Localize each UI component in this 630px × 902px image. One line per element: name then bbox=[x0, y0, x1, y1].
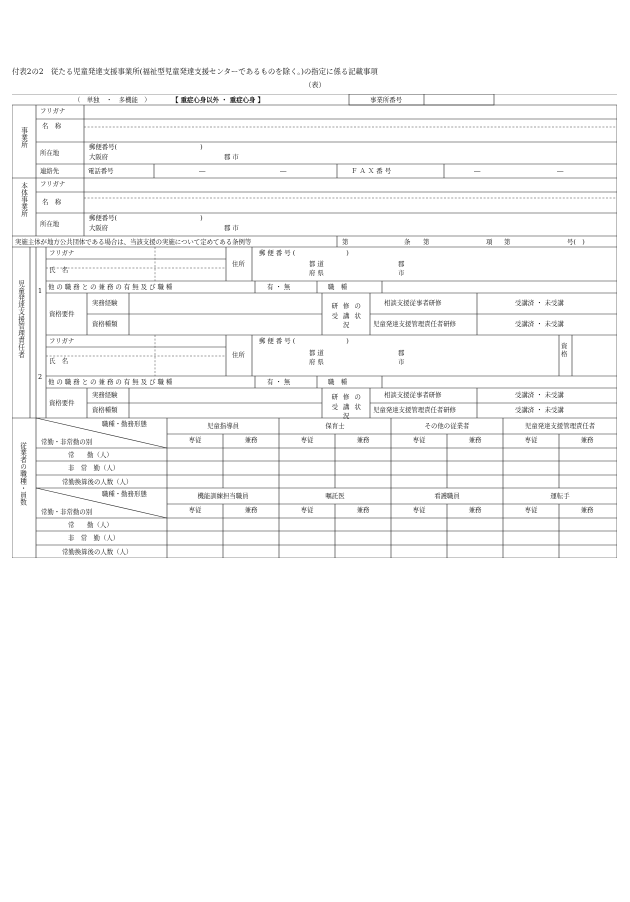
diag-employment-label: 常勤・非常勤の別 bbox=[41, 508, 93, 516]
ordinance-label: 実施主体が地方公共団体である場合は、当該支援の実施について定めてある条例等 bbox=[15, 237, 252, 246]
manager-job-type-label: 職 種 bbox=[328, 283, 348, 291]
col-header: 看護職員 bbox=[434, 492, 460, 500]
main-office-name-field[interactable] bbox=[84, 192, 617, 213]
office-number-field[interactable] bbox=[424, 94, 494, 105]
sub-header-full: 専従 bbox=[412, 436, 426, 444]
office-fax-label: Ｆ Ａ Ｘ 番 号 bbox=[351, 167, 392, 175]
office-address-label: 所在地 bbox=[40, 149, 60, 157]
row-label-full: 常 勤（人） bbox=[68, 450, 113, 459]
manager-other-jobs-label: 他 の 職 務 と の 兼 務 の 有 無 及 び 職 種 bbox=[48, 283, 173, 291]
ordinance-jo: 条 bbox=[404, 237, 411, 246]
office-name-field[interactable] bbox=[84, 119, 617, 142]
sub-header-part: 兼務 bbox=[244, 436, 258, 444]
office-postal[interactable]: 郵便番号( ) bbox=[89, 143, 203, 151]
row-label-full: 常 勤（人） bbox=[68, 520, 113, 529]
manager-gun: 郡 bbox=[398, 349, 405, 357]
manager-yes-no[interactable]: 有 ・ 無 bbox=[267, 283, 291, 291]
manager-furigana-label: フリガナ bbox=[49, 249, 75, 257]
diag-job-label: 職種・勤務形態 bbox=[102, 420, 147, 428]
row-label-part: 非 常 勤（人） bbox=[68, 464, 120, 472]
office-furigana-label: フリガナ bbox=[40, 107, 66, 115]
row-label-conv: 常勤換算後の人数（人） bbox=[62, 477, 133, 486]
main-office-furigana-label: フリガナ bbox=[40, 180, 66, 188]
form-title: 付表2の2 従たる児童発達支援事業所(福祉型児童発達支援センターであるものを除く。)の指定に係る記載事項 bbox=[12, 67, 378, 76]
target-options[interactable]: 【 重症心身以外 ・ 重症心身 】 bbox=[172, 95, 264, 104]
office-contact-label: 連絡先 bbox=[40, 167, 60, 175]
manager-furigana-label: フリガナ bbox=[49, 337, 75, 345]
office-name-label: 名 称 bbox=[42, 122, 62, 130]
service-type-options[interactable]: （ 単独 ・ 多機能 ） bbox=[74, 95, 151, 104]
manager-number: 1 bbox=[38, 287, 43, 295]
manager-training2-status[interactable]: 受講済 ・ 未受講 bbox=[515, 320, 564, 328]
manager-qualification-label: 資格要件 bbox=[49, 310, 75, 318]
col-header: その他の従業者 bbox=[424, 422, 470, 430]
ordinance-ko: 項 bbox=[486, 237, 493, 246]
manager-address-label: 住所 bbox=[232, 351, 245, 359]
col-header: 保育士 bbox=[325, 422, 345, 430]
ordinance-dai3: 第 bbox=[504, 237, 511, 246]
manager-number: 2 bbox=[38, 373, 43, 381]
manager-training1: 相談支援従事者研修 bbox=[384, 299, 442, 307]
sub-header-full: 専従 bbox=[412, 506, 426, 514]
office-prefecture: 大阪府 bbox=[89, 153, 109, 161]
sub-header-part: 兼務 bbox=[468, 506, 482, 514]
ordinance-dai2: 第 bbox=[423, 237, 430, 246]
manager-shi: 市 bbox=[398, 269, 405, 277]
manager-postal[interactable]: 郵 便 番 号 ( ) bbox=[259, 249, 349, 257]
sub-header-part: 兼務 bbox=[356, 506, 370, 514]
manager-fuken: 府 県 bbox=[309, 269, 324, 277]
manager-experience-label: 実務経験 bbox=[92, 391, 118, 399]
manager-name-field[interactable] bbox=[87, 347, 226, 376]
manager-training1-status[interactable]: 受講済 ・ 未受講 bbox=[515, 299, 564, 307]
manager-postal[interactable]: 郵 便 番 号 ( ) bbox=[259, 337, 349, 345]
form-subtitle: （表） bbox=[304, 81, 326, 89]
office-fax-dash: ― bbox=[474, 166, 481, 175]
sub-header-full: 専従 bbox=[300, 506, 314, 514]
manager-training2: 児童発達支援管理責任者研修 bbox=[373, 406, 457, 414]
manager-training2-status[interactable]: 受講済 ・ 未受講 bbox=[515, 406, 564, 414]
sub-header-full: 専従 bbox=[188, 436, 202, 444]
col-header: 機能訓練担当職員 bbox=[197, 492, 249, 500]
manager-gun: 郡 bbox=[398, 260, 405, 268]
manager-shikaku-label: 資格 bbox=[561, 342, 568, 358]
manager-section-label: 児童発達支援管理責任者 bbox=[16, 280, 25, 359]
main-office-name-label: 名 称 bbox=[42, 198, 62, 206]
manager-other-jobs-label: 他 の 職 務 と の 兼 務 の 有 無 及 び 職 種 bbox=[48, 378, 173, 386]
staff-section-label: 従業者の職種・員数 bbox=[18, 442, 27, 506]
diag-job-label: 職種・勤務形態 bbox=[102, 490, 147, 498]
sub-header-full: 専従 bbox=[524, 506, 538, 514]
manager-training1-status[interactable]: 受講済 ・ 未受講 bbox=[515, 391, 564, 399]
main-office-city: 郡 市 bbox=[224, 224, 239, 232]
office-fax-dash: ― bbox=[557, 166, 564, 175]
main-office-prefecture: 大阪府 bbox=[89, 224, 109, 232]
manager-qual-type-label: 資格種類 bbox=[92, 320, 118, 328]
col-header: 嘱託医 bbox=[325, 492, 345, 500]
office-city: 郡 市 bbox=[224, 153, 239, 161]
office-number-label: 事業所番号 bbox=[370, 95, 402, 104]
sub-header-part: 兼務 bbox=[580, 506, 594, 514]
main-office-address-label: 所在地 bbox=[40, 220, 60, 228]
manager-training2: 児童発達支援管理責任者研修 bbox=[373, 320, 457, 328]
col-header: 児童指導員 bbox=[207, 422, 239, 430]
manager-job-type-label: 職 種 bbox=[328, 378, 348, 386]
manager-training-label: 研 修 の 受 講 状 況 bbox=[331, 393, 363, 421]
sub-header-full: 専従 bbox=[300, 436, 314, 444]
manager-todo: 都 道 bbox=[309, 349, 324, 357]
office-section-label: 事業所 bbox=[19, 127, 28, 149]
sub-header-part: 兼務 bbox=[244, 506, 258, 514]
manager-address-label: 住所 bbox=[232, 260, 245, 268]
sub-header-part: 兼務 bbox=[356, 436, 370, 444]
ordinance-dai: 第 bbox=[342, 237, 349, 246]
row-label-conv: 常勤換算後の人数（人） bbox=[62, 547, 133, 556]
col-header: 児童発達支援管理責任者 bbox=[524, 422, 596, 430]
col-header: 運転手 bbox=[550, 492, 570, 500]
diag-employment-label: 常勤・非常勤の別 bbox=[41, 438, 93, 446]
manager-name-label: 氏 名 bbox=[49, 357, 69, 365]
sub-header-part: 兼務 bbox=[580, 436, 594, 444]
office-phone-dash: ― bbox=[280, 166, 287, 175]
manager-training-label: 研 修 の 受 講 状 況 bbox=[331, 302, 363, 330]
manager-qualification-label: 資格要件 bbox=[49, 399, 75, 407]
manager-shi: 市 bbox=[398, 358, 405, 366]
form-table bbox=[12, 94, 617, 558]
sub-header-full: 専従 bbox=[524, 436, 538, 444]
manager-name-label: 氏 名 bbox=[49, 266, 69, 274]
manager-name-field[interactable] bbox=[87, 259, 226, 281]
row-label-part: 非 常 勤（人） bbox=[68, 534, 120, 542]
manager-fuken: 府 県 bbox=[309, 358, 324, 366]
main-office-section-label: 本体事業所 bbox=[19, 182, 28, 218]
manager-yes-no[interactable]: 有 ・ 無 bbox=[267, 378, 291, 386]
manager-todo: 都 道 bbox=[309, 260, 324, 268]
ordinance-go: 号( ) bbox=[567, 237, 585, 246]
office-phone-dash: ― bbox=[199, 166, 206, 175]
manager-experience-label: 実務経験 bbox=[92, 299, 118, 307]
main-office-postal[interactable]: 郵便番号( ) bbox=[89, 214, 203, 222]
sub-header-full: 専従 bbox=[188, 506, 202, 514]
manager-training1: 相談支援従事者研修 bbox=[384, 391, 442, 399]
office-phone-label: 電話番号 bbox=[88, 167, 114, 175]
sub-header-part: 兼務 bbox=[468, 436, 482, 444]
manager-qual-type-label: 資格種類 bbox=[92, 406, 118, 414]
